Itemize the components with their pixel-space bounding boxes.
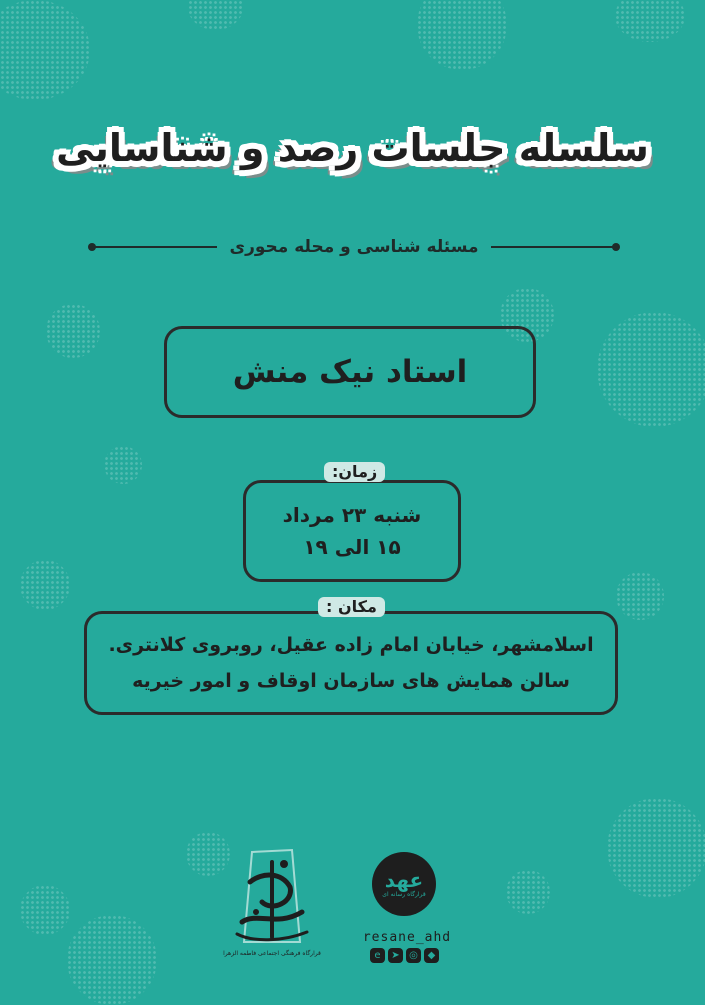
place-label: مکان : — [318, 597, 385, 617]
place-line-2: سالن همایش های سازمان اوقاف و امور خیریه — [132, 670, 570, 692]
speaker-box — [164, 326, 536, 418]
decor-dot — [597, 312, 705, 427]
decor-dot — [46, 304, 100, 358]
speaker-name: استاد نیک منش — [232, 354, 468, 390]
divider-line-left — [90, 246, 217, 248]
rubika-icon: ◆ — [424, 948, 439, 963]
event-date: شنبه ۲۳ مرداد — [282, 503, 422, 527]
decor-dot — [0, 0, 90, 100]
decor-dot — [607, 798, 705, 898]
social-icons — [370, 948, 439, 963]
event-hours: ۱۵ الی ۱۹ — [303, 535, 401, 559]
subtitle: مسئله شناسی و محله محوری — [229, 237, 479, 257]
telegram-icon: ➤ — [388, 948, 403, 963]
decor-dot — [417, 0, 507, 70]
decor-dot — [20, 560, 70, 610]
ahd-logo-caption: قرارگاه رسانه ای — [382, 891, 426, 898]
decor-dot — [20, 885, 70, 935]
ahd-logo-text: عهد — [384, 868, 424, 892]
place-line-1: اسلامشهر، خیابان امام زاده عقیل، روبروی کلانتری. — [108, 634, 594, 656]
decor-dot — [506, 870, 550, 914]
decor-dot — [188, 0, 243, 30]
place-box — [84, 611, 618, 715]
decor-dot — [67, 915, 157, 1005]
instagram-icon: ◎ — [406, 948, 421, 963]
decor-dot — [616, 572, 664, 620]
fatemeh-zahra-logo — [222, 842, 322, 972]
ahd-logo — [372, 852, 436, 916]
subtitle-row — [90, 232, 618, 262]
left-logo-caption: قرارگاه فرهنگی اجتماعی فاطمه الزهرا — [223, 950, 321, 957]
time-label: زمان: — [324, 462, 385, 482]
time-box — [243, 480, 461, 582]
decor-dot — [104, 446, 142, 484]
poster-title: سلسله جلسات رصد و شناسایی — [56, 126, 649, 170]
divider-line-right — [491, 246, 618, 248]
eitaa-icon: e — [370, 948, 385, 963]
social-handle: resane_ahd — [362, 930, 452, 945]
decor-dot — [615, 0, 685, 42]
